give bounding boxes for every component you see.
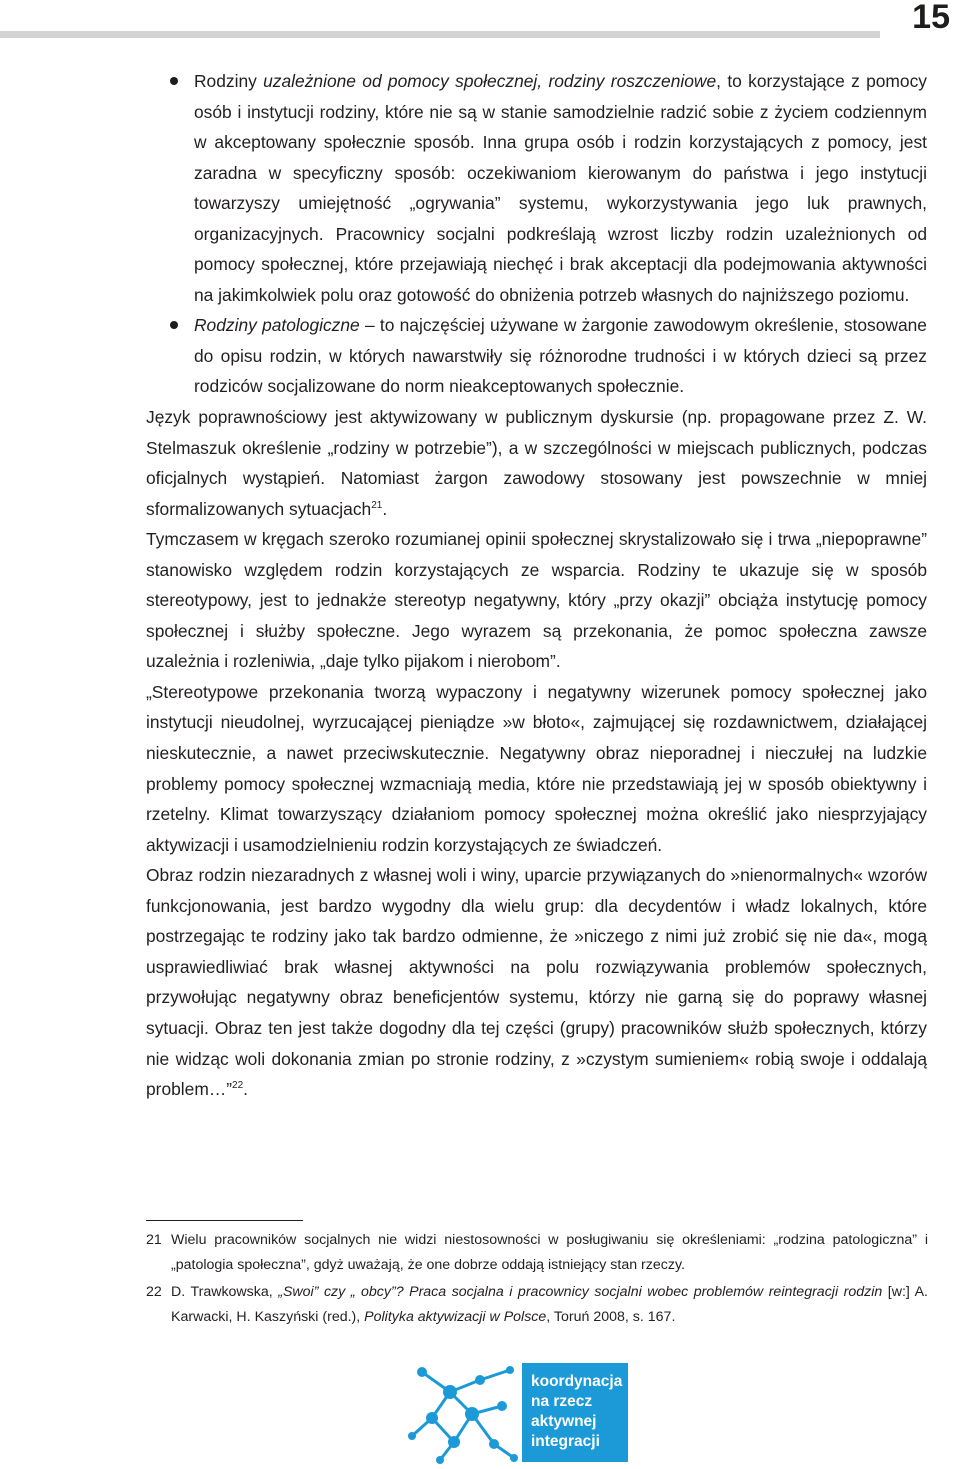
paragraph-public-opinion: Tymczasem w kręgach szeroko rozumianej opinii społecznej skrystalizowało się i trwa „niepoprawne” stanowisko względem rodzin korzystających ze wsparcia. Rodziny te ukazuje się w sposób stereotypowy, jest to jednakże stereotyp negatywny, który „przy okazji” obciąża instytucję pomocy społecznej i służby społeczne. Jego wyrazem są przekonania, że pomoc społeczna zawsze uzależnia i rozleniwia, „daje tylko pijakom i nierobom”. bbox=[146, 529, 927, 672]
footnote-ref-22: 22 bbox=[232, 1080, 244, 1092]
paragraph-quote-stereotypes: „Stereotypowe przekonania tworzą wypaczony i negatywny wizerunek pomocy społecznej jako instytucji nieudolnej, wyrzucającej pieniądze »w błoto«, zajmującej się rozdawnictwem, działającej nieskutecznie, a nawet przeciwskutecznie. Negatywny obraz nieporadnej i nieczułej na ludzkie problemy pomocy społecznej wzmacniają media, które nie przedstawiają jej w sposób obiektywny i rzetelny. Klimat towarzyszący działaniom pomocy społecznej można określić jako niesprzyjający aktywizacji i usamodzielnieniu rodzin korzystających ze świadczeń. bbox=[146, 681, 927, 855]
footnote-ref-21: 21 bbox=[371, 499, 383, 511]
footnote-21: 21 Wielu pracowników socjalnych nie widzi niestosowności w posługiwaniu się określeniami: „rodzina patologiczna” i „patologia społeczna”, gdyż uważają, że one dobrze oddają istniejący stan rzeczy. bbox=[146, 1232, 928, 1273]
footnote-separator bbox=[146, 1220, 303, 1221]
paragraph-quote-image: Obraz rodzin niezaradnych z własnej woli i winy, uparcie przywiązanych do »nienormalnych« wzorów funkcjonowania, jest bardzo wygodny dla wielu grup: dla decydentów i władz lokalnych, które postrzegając te rodziny jako tak bardzo odmienne, że »niczego z nimi już zrobić się nie da«, mogą usprawiedliwiać brak własnej aktywności na polu rozwiązywania problemów społecznych, przywołując negatywny obraz beneficjentów systemu, którzy nie garną się do poprawy własnej sytuacji. Obraz ten jest także dogodny dla tej części (grupy) pracowników służb społecznych, którzy nie widząc woli dokonania zmian po stronie rodziny, z »czystym sumieniem« robią swoje i oddalają problem…”$^{22}$. bbox=[146, 865, 927, 1100]
bullet-item-dependent-families: Rodziny uzależnione od pomocy społecznej, rodziny roszczeniowe, to korzystające z pomocy osób i instytucji rodziny, które nie są w stanie samodzielnie radzić sobie z życiem codziennym w akceptowany społecznie sposób. Inna grupa osób i rodzin korzystających z pomocy, jest zaradna w specyficzny sposób: oczekiwaniom kierowanym do państwa i jego instytucji towarzyszy umiejętność „ogrywania” systemu, wykorzystywania jego luk prawnych, organizacyjnych. Pracownicy socjalni podkreślają wzrost liczby rodzin uzależnionych od pomocy społecznej, które przejawiają niechęć i brak akceptacji dla podejmowania aktywności na jakimkolwiek polu oraz gotowość do obniżenia potrzeb własnych do najniższego poziomu. bbox=[146, 66, 927, 310]
bullet-list bbox=[146, 66, 927, 402]
bullet-item-pathological-families: Rodziny patologiczne – to najczęściej używane w żargonie zawodowym określenie, stosowane do opisu rodzin, w których nawarstwiły się różnorodne trudności i w których dzieci są przez rodziców socjalizowane do norm nieakceptowanych społecznie. bbox=[146, 310, 927, 402]
header-rule bbox=[0, 31, 880, 38]
footnotes bbox=[146, 1228, 928, 1332]
paragraph-language: Język poprawnościowy jest aktywizowany w publicznym dyskursie (np. propagowane przez Z. W. Stelmaszuk określenie „rodziny w potrzebie”), a w szczególności w miejscach publicznych, podczas oficjalnych wystąpień. Natomiast żargon zawodowy stosowany jest powszechnie w mniej sformalizowanych sytuacjach$^{21}$. bbox=[146, 407, 927, 519]
logo-text: koordynacja na rzecz aktywnej integracji bbox=[531, 1373, 623, 1450]
logo-badge bbox=[522, 1363, 628, 1462]
body-text bbox=[146, 66, 927, 1105]
footnote-22: 22 D. Trawkowska, „Swoi” czy „ obcy”? Praca socjalna i pracownicy socjalni wobec problemów reintegracji rodzin [w:] A. Karwacki, H. Kaszyński (red.), Polityka aktywizacji w Polsce, Toruń 2008, s. 167. bbox=[146, 1284, 928, 1325]
page-number: 15 bbox=[912, 0, 950, 36]
network-nodes-icon bbox=[402, 1362, 528, 1466]
